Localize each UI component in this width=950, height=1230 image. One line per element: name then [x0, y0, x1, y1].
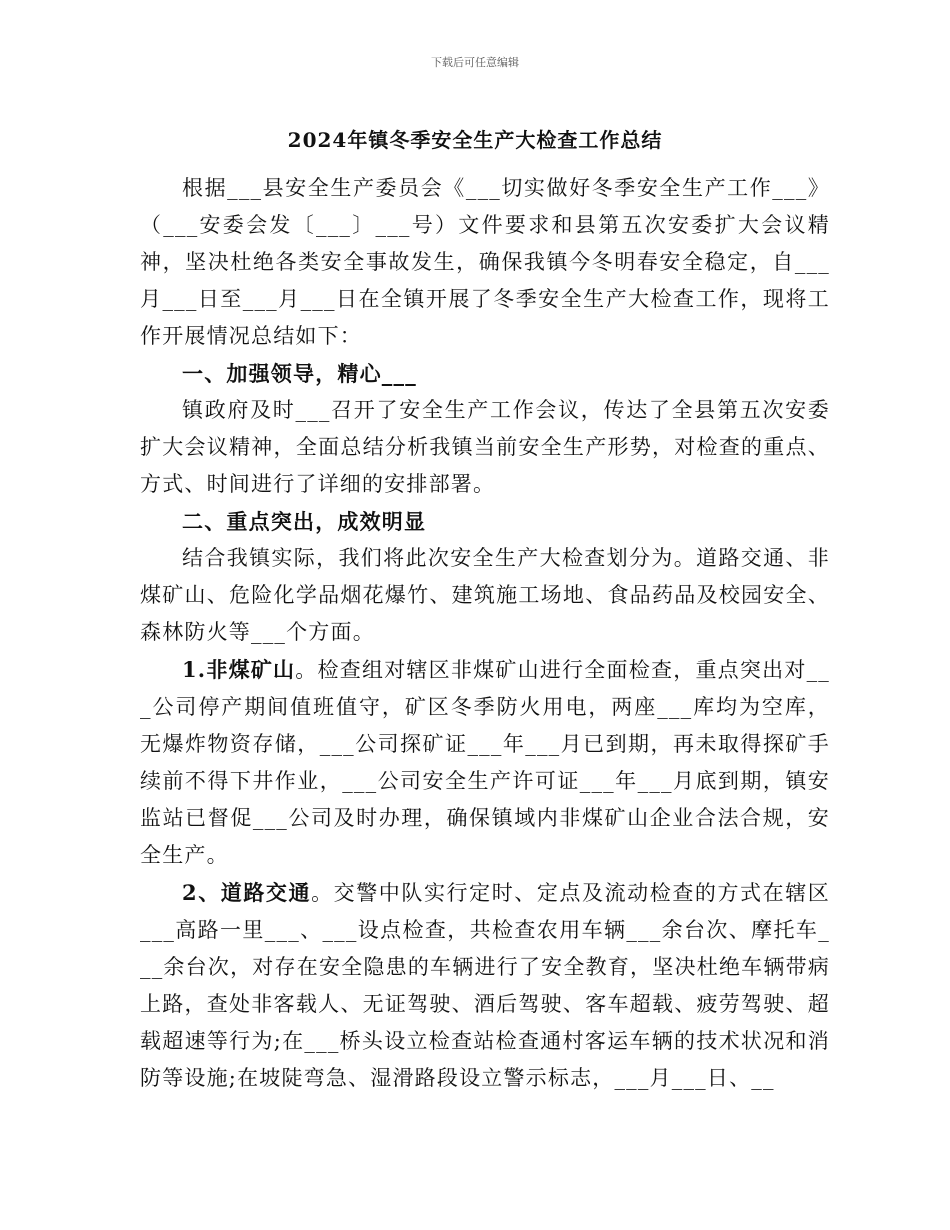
- item2-lead: 2、道路交通: [182, 880, 312, 905]
- item2-body: 。交警中队实行定时、定点及流动检查的方式在辖区___高路一里___、___设点检查，共检查农用车辆___余台次、摩托车___余台次，对存在安全隐患的车辆进行了安全教育，坚决杜绝车辆带病上路，查处非客载人、无证驾驶、酒后驾驶、客车超载、疲劳驾驶、超载超速等行为;在___桥头设立检查站检查通村客运车辆的技术状况和消防等设施;在坡陡弯急、湿滑路段设立警示标志，___月___日、__: [140, 881, 830, 1090]
- section1-heading: 一、加强领导，精心___: [182, 361, 417, 386]
- item1-lead: 1.非煤矿山: [182, 657, 296, 682]
- document-title: 2024年镇冬季安全生产大检查工作总结: [287, 128, 663, 152]
- item1-paragraph: [140, 651, 830, 874]
- section2-heading: 二、重点突出，成效明显: [182, 509, 427, 534]
- section2-paragraph: 结合我镇实际，我们将此次安全生产大检查划分为。道路交通、非煤矿山、危险化学品烟花爆竹、建筑施工场地、食品药品及校园安全、森林防火等___个方面。: [140, 546, 830, 644]
- document-body: [140, 170, 830, 1097]
- header-note: 下载后可任意编辑: [431, 56, 519, 69]
- item1-body: 。检查组对辖区非煤矿山进行全面检查，重点突出对___公司停产期间值班值守，矿区冬季防火用电，两座___库均为空库，无爆炸物资存储，___公司探矿证___年___月已到期，再未取得探矿手续前不得下井作业，___公司安全生产许可证___年___月底到期，镇安监站已督促___公司及时办理，确保镇域内非煤矿山企业合法合规，安全生产。: [140, 658, 830, 867]
- item2-paragraph: [140, 874, 830, 1097]
- intro-paragraph: 根据___县安全生产委员会《___切实做好冬季安全生产工作___》（___安委会发〔___〕___号）文件要求和县第五次安委扩大会议精神，坚决杜绝各类安全事故发生，确保我镇今冬明春安全稳定，自___月___日至___月___日在全镇开展了冬季安全生产大检查工作，现将工作开展情况总结如下：: [140, 176, 830, 348]
- section1-paragraph: 镇政府及时___召开了安全生产工作会议，传达了全县第五次安委扩大会议精神，全面总结分析我镇当前安全生产形势，对检查的重点、方式、时间进行了详细的安排部署。: [140, 398, 830, 496]
